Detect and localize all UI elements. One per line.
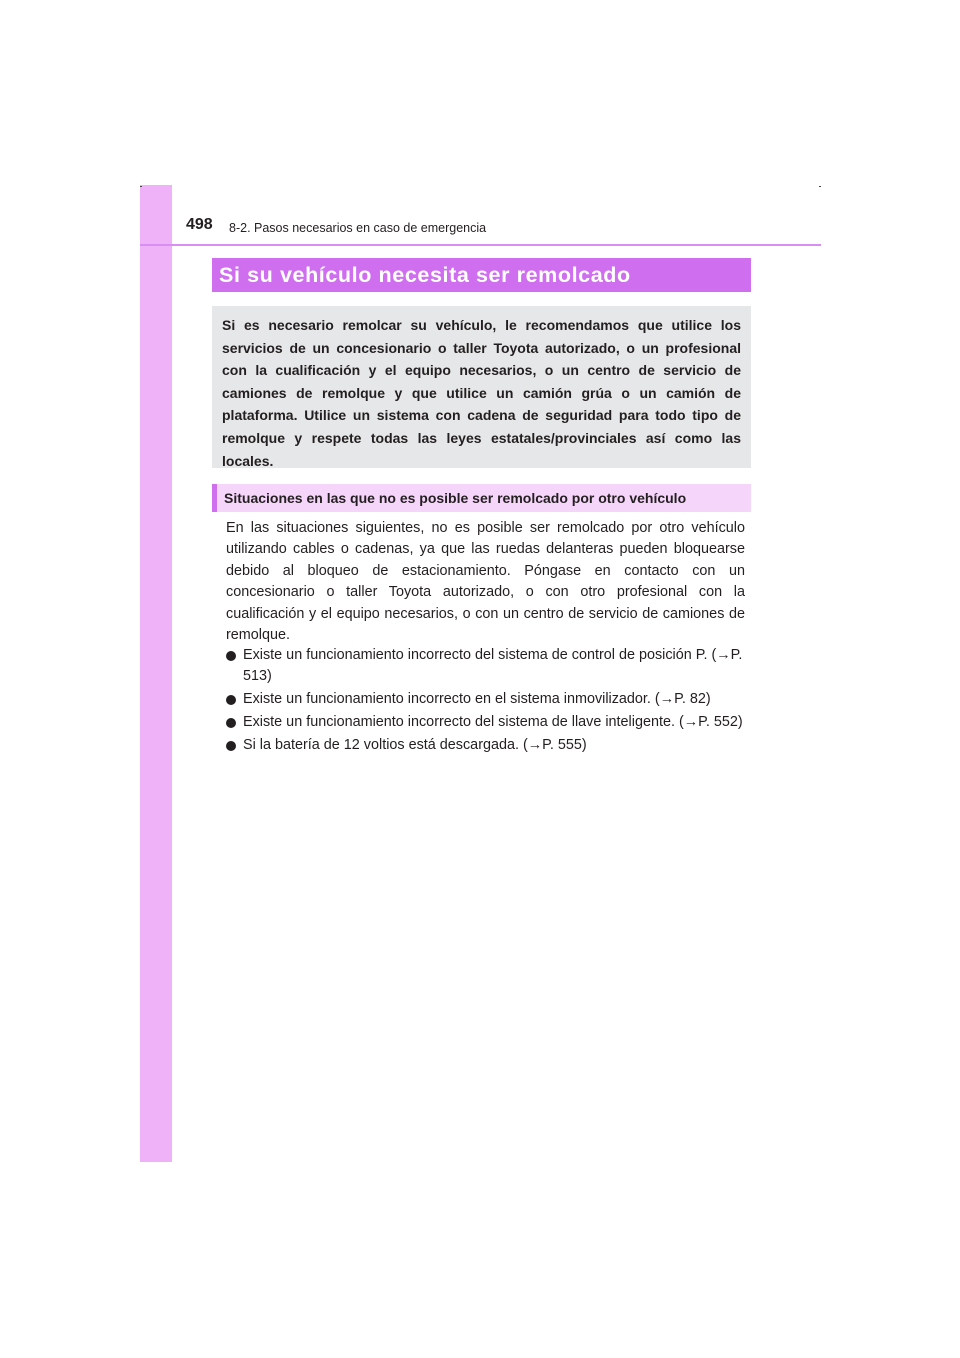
bullet-dot-icon xyxy=(226,741,236,751)
intro-text: Si es necesario remolcar su vehículo, le recomendamos que utilice los servicios de un concesionario o taller Toyota autorizado, o un profesional con la cualificación y el equipo necesarios, o un centro de servicio de camiones de remolque y que utilice un camión grúa o un camión de plataforma. Utilice un sistema con cadena de seguridad para todo tipo de remolque y respete todas las leyes estatales/provinciales así como las locales. xyxy=(222,317,741,469)
list-item-text: Si la batería de 12 voltios está descargada. (→P. 555) xyxy=(243,736,587,753)
list-item xyxy=(226,689,748,710)
side-tab-bar xyxy=(140,185,172,1162)
body-paragraph: En las situaciones siguientes, no es posible ser remolcado por otro vehículo utilizando cables o cadenas, ya que las ruedas delanteras pueden bloquearse debido al bloqueo de estacionamiento. Póngase en contacto con un concesionario o taller Toyota autorizado, o con otro profesional con la cualificación y el equipo necesarios, o con un centro de servicio de camiones de remolque. xyxy=(226,520,745,644)
list-item xyxy=(226,645,748,688)
bullet-list xyxy=(226,645,748,758)
list-item xyxy=(226,735,748,756)
list-item-text: Existe un funcionamiento incorrecto del sistema de llave inteligente. (→P. 552) xyxy=(243,714,743,730)
list-item-text: Existe un funcionamiento incorrecto del sistema de control de posición P. (→P. 513) xyxy=(243,647,743,685)
bullet-dot-icon xyxy=(226,695,236,705)
crop-mark-left xyxy=(140,186,142,187)
header-divider xyxy=(140,244,821,246)
list-item xyxy=(226,712,748,733)
title-banner xyxy=(212,258,751,292)
crop-mark-right xyxy=(819,186,821,187)
list-item-text: Existe un funcionamiento incorrecto en el sistema inmovilizador. (→P. 82) xyxy=(243,691,711,708)
bullet-dot-icon xyxy=(226,718,236,728)
subheading-accent-bar xyxy=(212,484,217,512)
page-number: 498 xyxy=(186,216,213,233)
bullet-dot-icon xyxy=(226,651,236,661)
section-label: 8-2. Pasos necesarios en caso de emergencia xyxy=(229,221,487,235)
intro-box xyxy=(212,306,751,468)
page-title: Si su vehículo necesita ser remolcado xyxy=(219,262,631,287)
subheading: Situaciones en las que no es posible ser remolcado por otro vehículo xyxy=(224,490,687,506)
subheading-banner xyxy=(212,484,751,512)
